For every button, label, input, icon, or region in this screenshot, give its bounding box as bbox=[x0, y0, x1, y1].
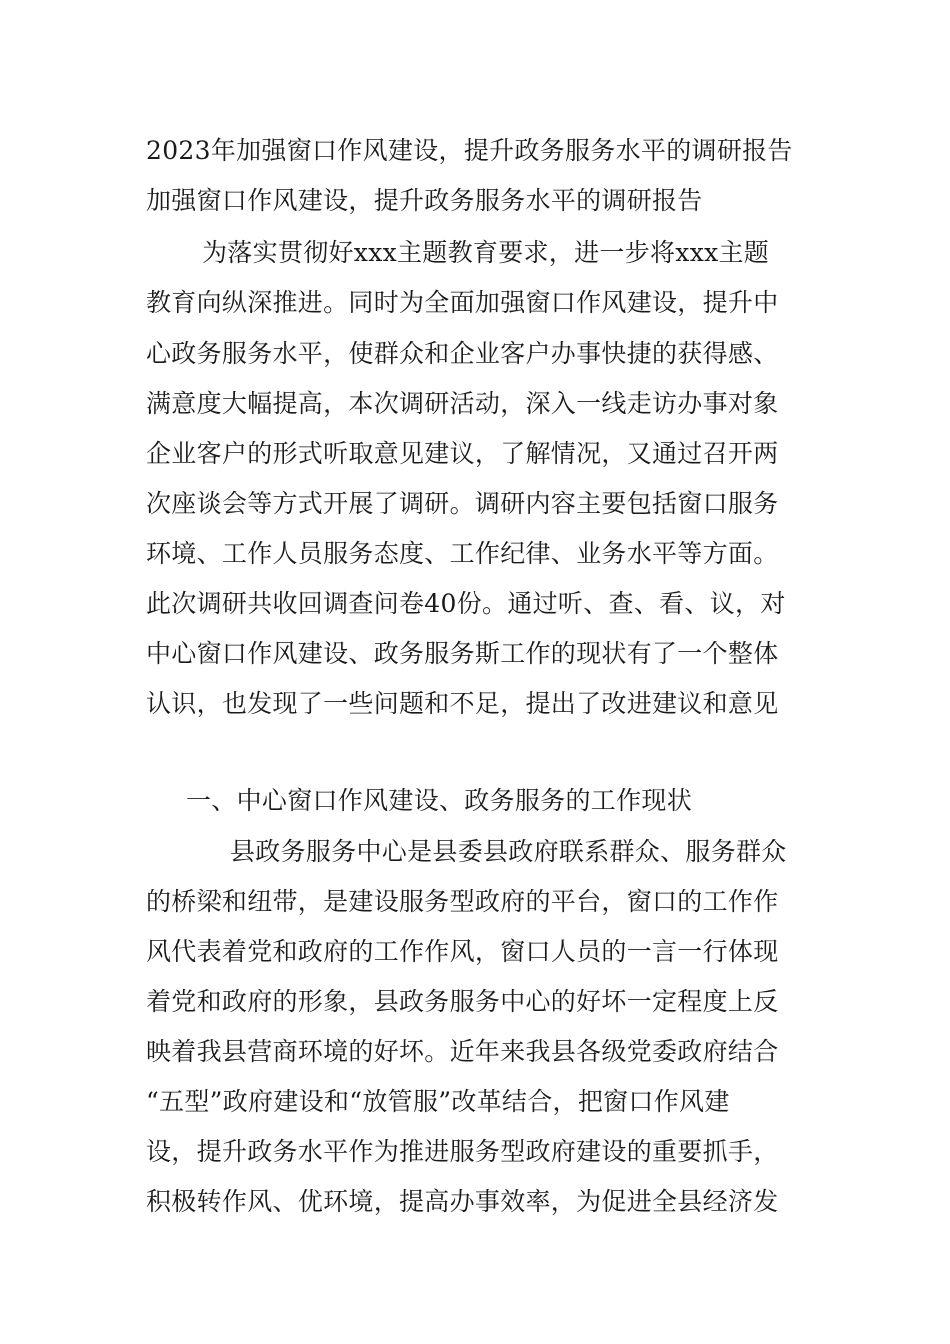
document-title: 2023年加强窗口作风建设，提升政务服务水平的调研报告 bbox=[146, 136, 793, 165]
section-line: 映着我县营商环境的好坏。近年来我县各级党委政府结合 bbox=[146, 1037, 779, 1066]
intro-line: 企业客户的形式听取意见建议，了解情况，又通过召开两 bbox=[146, 439, 779, 468]
section-line: 着党和政府的形象，县政务服务中心的好坏一定程度上反 bbox=[146, 987, 779, 1016]
section-line: 设，提升政务水平作为推进服务型政府建设的重要抓手， bbox=[146, 1137, 779, 1166]
intro-line: 心政务服务水平，使群众和企业客户办事快捷的获得感、 bbox=[146, 339, 779, 368]
intro-line: 次座谈会等方式开展了调研。调研内容主要包括窗口服务 bbox=[146, 489, 779, 518]
section-line: 的桥梁和纽带，是建设服务型政府的平台，窗口的工作作 bbox=[146, 887, 779, 916]
intro-line: 环境、工作人员服务态度、工作纪律、业务水平等方面。 bbox=[146, 539, 779, 568]
document-subtitle: 加强窗口作风建设，提升政务服务水平的调研报告 bbox=[146, 186, 703, 215]
intro-line: 为落实贯彻好xxx主题教育要求，进一步将xxx主题 bbox=[202, 238, 770, 267]
section-line: 积极转作风、优环境，提高办事效率，为促进全县经济发 bbox=[146, 1187, 779, 1216]
section-line: “五型”政府建设和“放管服”改革结合，把窗口作风建 bbox=[146, 1087, 730, 1116]
section-line: 风代表着党和政府的工作作风，窗口人员的一言一行体现 bbox=[146, 937, 779, 966]
intro-line: 满意度大幅提高，本次调研活动，深入一线走访办事对象 bbox=[146, 389, 779, 418]
intro-line: 此次调研共收回调查问卷40份。通过听、查、看、议，对 bbox=[146, 589, 786, 618]
intro-line: 中心窗口作风建设、政务服务斯工作的现状有了一个整体 bbox=[146, 639, 779, 668]
section-line: 县政务服务中心是县委县政府联系群众、服务群众 bbox=[230, 837, 787, 866]
intro-line: 教育向纵深推进。同时为全面加强窗口作风建设，提升中 bbox=[146, 288, 779, 317]
section-heading: 一、中心窗口作风建设、政务服务的工作现状 bbox=[186, 786, 693, 815]
intro-line: 认识，也发现了一些问题和不足，提出了改进建议和意见 bbox=[146, 689, 779, 718]
